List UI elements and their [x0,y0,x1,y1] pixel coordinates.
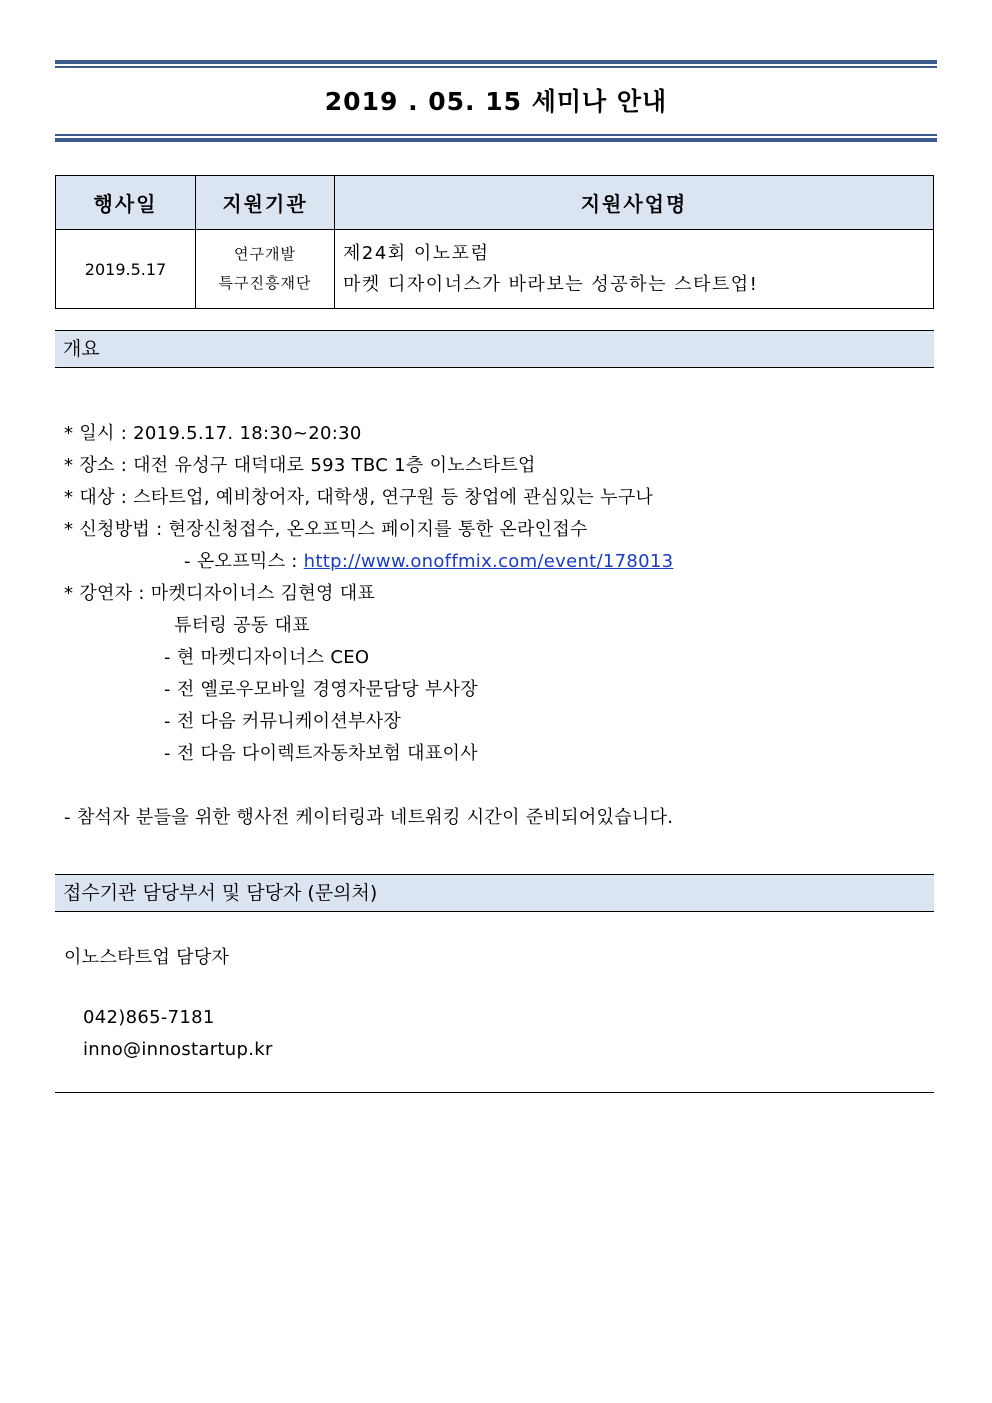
end-divider [55,1092,934,1093]
contact-person: 이노스타트업 담당자 [64,947,230,968]
onoffmix-link[interactable]: http://www.onoffmix.com/event/178013 [303,551,674,572]
table-row [56,230,934,309]
apply-line: * 신청방법 : 현장신청접수, 온오프믹스 페이지를 통한 온라인접수 [64,519,588,540]
contact-phone: 042)865-7181 [83,1007,215,1028]
speaker-line-2: 튜터링 공동 대표 [174,615,310,636]
agency-line-2: 특구진흥재단 [218,274,312,292]
venue-line: * 장소 : 대전 유성구 대덕대로 593 TBC 1층 이노스타트업 [64,455,536,476]
contact-heading: 접수기관 담당부서 및 담당자 (문의처) [55,874,934,912]
program-line-2: 마켓 디자이너스가 바라보는 성공하는 스타트업! [343,274,759,295]
title-top-rule-thin [55,66,937,68]
apply-online-line [184,547,673,573]
speaker-bio-item: - 전 다음 다이렉트자동차보험 대표이사 [164,743,478,764]
title-bottom-rule [55,138,937,142]
event-info-table [55,175,934,309]
datetime-line: * 일시 : 2019.5.17. 18:30~20:30 [64,423,362,444]
program-cell [335,230,934,309]
audience-line: * 대상 : 스타트업, 예비창어자, 대학생, 연구원 등 창업에 관심있는 누구나 [64,487,654,508]
speaker-line: * 강연자 : 마켓디자이너스 김현영 대표 [64,583,376,604]
header-event-date: 행사일 [56,176,196,230]
speaker-bio-item: - 전 다음 커뮤니케이션부사장 [164,711,402,732]
catering-note: - 참석자 분들을 위한 행사전 케이터링과 네트워킹 시간이 준비되어있습니다. [64,807,674,828]
overview-heading: 개요 [55,330,934,368]
contact-email[interactable]: inno@innostartup.kr [83,1039,273,1060]
header-support-agency: 지원기관 [196,176,335,230]
title-bottom-rule-thin [55,134,937,136]
speaker-bio-item: - 전 옐로우모바일 경영자문담당 부사장 [164,679,478,700]
apply-online-prefix: - 온오프믹스 : [184,551,304,572]
agency-cell [196,230,335,309]
program-line-1: 제24회 이노포럼 [343,243,490,264]
title-top-rule [55,60,937,64]
table-header-row [56,176,934,230]
speaker-bio-item: - 현 마켓디자이너스 CEO [164,647,370,668]
document-title: 2019 . 05. 15 세미나 안내 [324,87,668,116]
event-date-cell: 2019.5.17 [56,230,196,309]
header-program-name: 지원사업명 [335,176,934,230]
agency-line-1: 연구개발 [234,245,296,263]
